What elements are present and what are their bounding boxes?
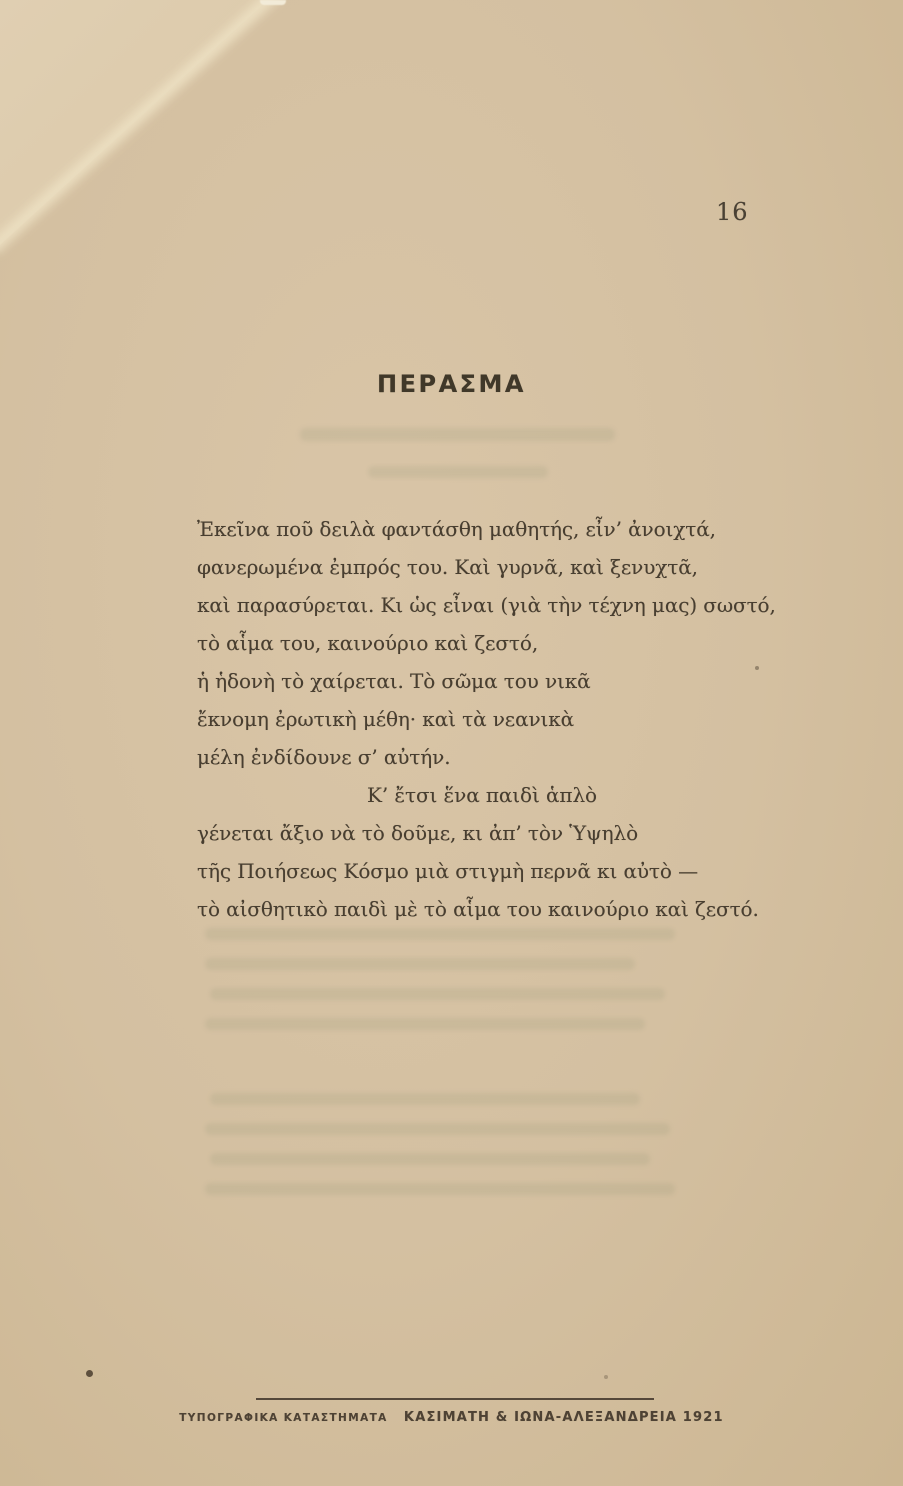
ghost-showthrough-line	[368, 466, 548, 478]
poem-line: μέλη ἐνδίδουνε σ’ αὐτήν.	[197, 745, 451, 769]
scan-edge-notch	[260, 0, 286, 5]
ghost-showthrough-line	[205, 1123, 670, 1135]
poem-line: καὶ παρασύρεται. Κι ὡς εἶναι (γιὰ τὴν τέχνη μας) σωστό,	[197, 593, 776, 617]
poem-line: φανερωμένα ἐμπρός του. Καὶ γυρνᾶ, καὶ ξενυχτᾶ,	[197, 555, 698, 579]
ghost-showthrough-line	[300, 428, 615, 441]
ink-speck	[755, 666, 759, 670]
poem-title: ΠΕΡΑΣΜΑ	[377, 370, 526, 398]
poem-line: Ἐκεῖνα ποῦ δειλὰ φαντάσθη μαθητής, εἶν’ ἀνοιχτά,	[197, 517, 716, 541]
ghost-showthrough-line	[205, 928, 675, 940]
printer-imprint-prefix: ΤΥΠΟΓΡΑΦΙΚΑ ΚΑΤΑΣΤΗΜΑΤΑ	[179, 1412, 388, 1424]
ink-speck	[604, 1375, 608, 1379]
imprint-spacer	[393, 1412, 398, 1424]
ghost-showthrough-line	[205, 1183, 675, 1195]
ghost-showthrough-line	[210, 1093, 640, 1105]
ghost-showthrough-line	[205, 958, 635, 970]
poem-line-indented: Κ’ ἔτσι ἕνα παιδὶ ἁπλὸ	[367, 783, 597, 807]
poem-line: τὸ αἰσθητικὸ παιδὶ μὲ τὸ αἷμα του καινούριο καὶ ζεστό.	[197, 897, 759, 921]
poem-line: τὸ αἷμα του, καινούριο καὶ ζεστό,	[197, 631, 539, 655]
ghost-showthrough-line	[205, 1018, 645, 1030]
ghost-showthrough-line	[210, 1153, 650, 1165]
footer-rule	[256, 1398, 654, 1400]
poem-line: τῆς Ποιήσεως Κόσμο μιὰ στιγμὴ περνᾶ κι αὐτὸ —	[197, 859, 698, 883]
ghost-showthrough-line	[210, 988, 665, 1000]
poem-body	[197, 510, 817, 928]
poem-line: ἡ ἡδονὴ τὸ χαίρεται. Τὸ σῶμα του νικᾶ	[197, 669, 591, 693]
ink-speck	[86, 1370, 93, 1377]
page-number: 16	[716, 198, 749, 226]
printer-imprint	[0, 1406, 903, 1425]
poem-line: γένεται ἄξιο νὰ τὸ δοῦμε, κι ἀπ’ τὸν Ὑψηλὸ	[197, 821, 639, 845]
poem-line: ἔκνομη ἐρωτικὴ μέθη· καὶ τὰ νεανικὰ	[197, 707, 575, 731]
printer-imprint-main: ΚΑΣΙΜΑΤΗ & ΙΩΝΑ-ΑΛΕΞΑΝΔΡΕΙΑ 1921	[403, 1410, 724, 1425]
